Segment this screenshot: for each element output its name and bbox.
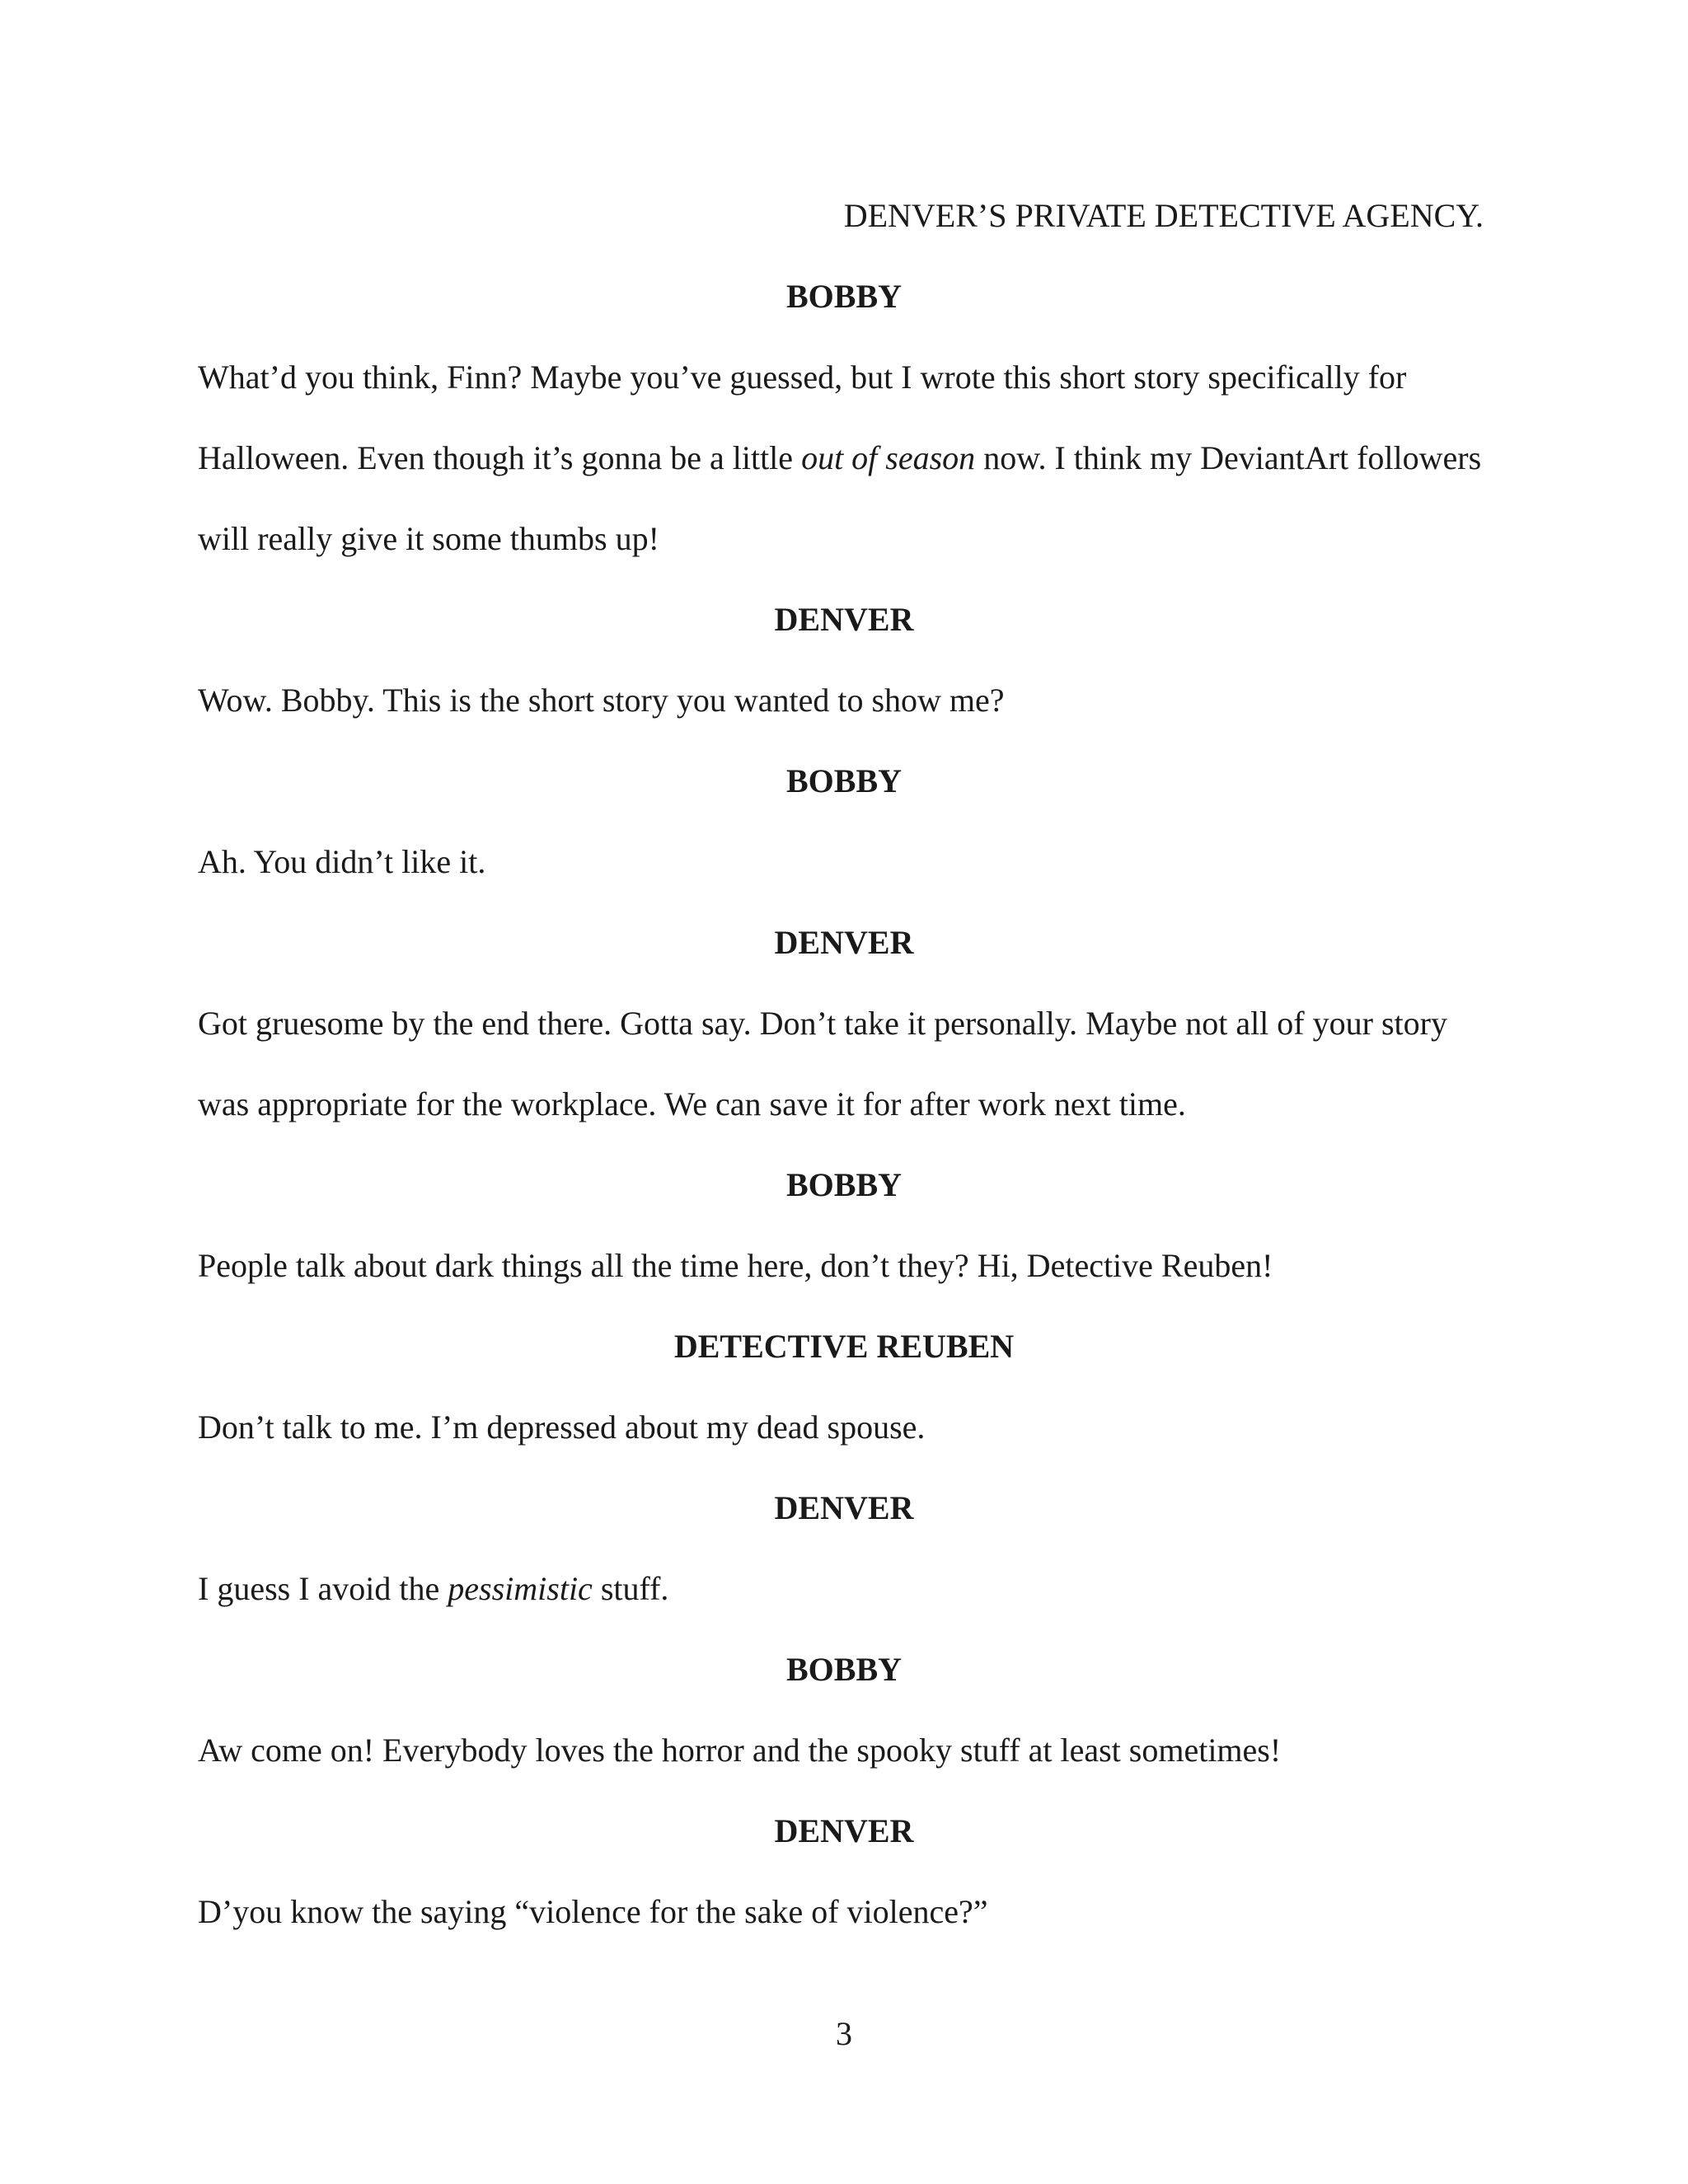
dialogue-line: What’d you think, Finn? Maybe you’ve guessed, but I wrote this short story specifically for [198,359,1407,396]
dialogue-line: Don’t talk to me. I’m depressed about my dead spouse. [198,1408,926,1446]
dialogue-line: Got gruesome by the end there. Gotta say. Don’t take it personally. Maybe not all of your story [198,1005,1447,1042]
speaker-name: DENVER [774,1812,914,1849]
dialogue-line: D’you know the saying “violence for the sake of violence?” [198,1893,988,1930]
dialogue-emphasis: out of season [801,439,976,476]
speaker-name: BOBBY [785,762,903,799]
dialogue-emphasis: pessimistic [448,1570,593,1607]
speaker-name: DENVER [774,601,914,638]
speaker-name: DETECTIVE REUBEN [673,1328,1015,1365]
dialogue-line: was appropriate for the workplace. We can save it for after work next time. [198,1085,1186,1122]
dialogue-text: now. I think my DeviantArt followers [975,439,1482,476]
dialogue-text: I guess I avoid the [198,1570,448,1607]
speaker-name: BOBBY [785,278,903,315]
scene-heading: DENVER’S PRIVATE DETECTIVE AGENCY. [843,197,1484,234]
dialogue-text: Halloween. Even though it’s gonna be a little [198,439,802,476]
dialogue-text: stuff. [592,1570,669,1607]
dialogue-line: Ah. You didn’t like it. [198,843,486,880]
page-number: 3 [836,2015,852,2052]
dialogue-line [198,438,1481,478]
dialogue-line: Aw come on! Everybody loves the horror and the spooky stuff at least sometimes! [198,1732,1282,1769]
dialogue-line: Wow. Bobby. This is the short story you wanted to show me? [198,682,1005,719]
dialogue-line [198,1569,668,1609]
speaker-name: BOBBY [785,1651,903,1688]
speaker-name: BOBBY [785,1166,903,1203]
speaker-name: DENVER [774,924,914,961]
dialogue-line: People talk about dark things all the time here, don’t they? Hi, Detective Reuben! [198,1247,1273,1284]
dialogue-line: will really give it some thumbs up! [198,520,659,557]
speaker-name: DENVER [774,1489,914,1526]
